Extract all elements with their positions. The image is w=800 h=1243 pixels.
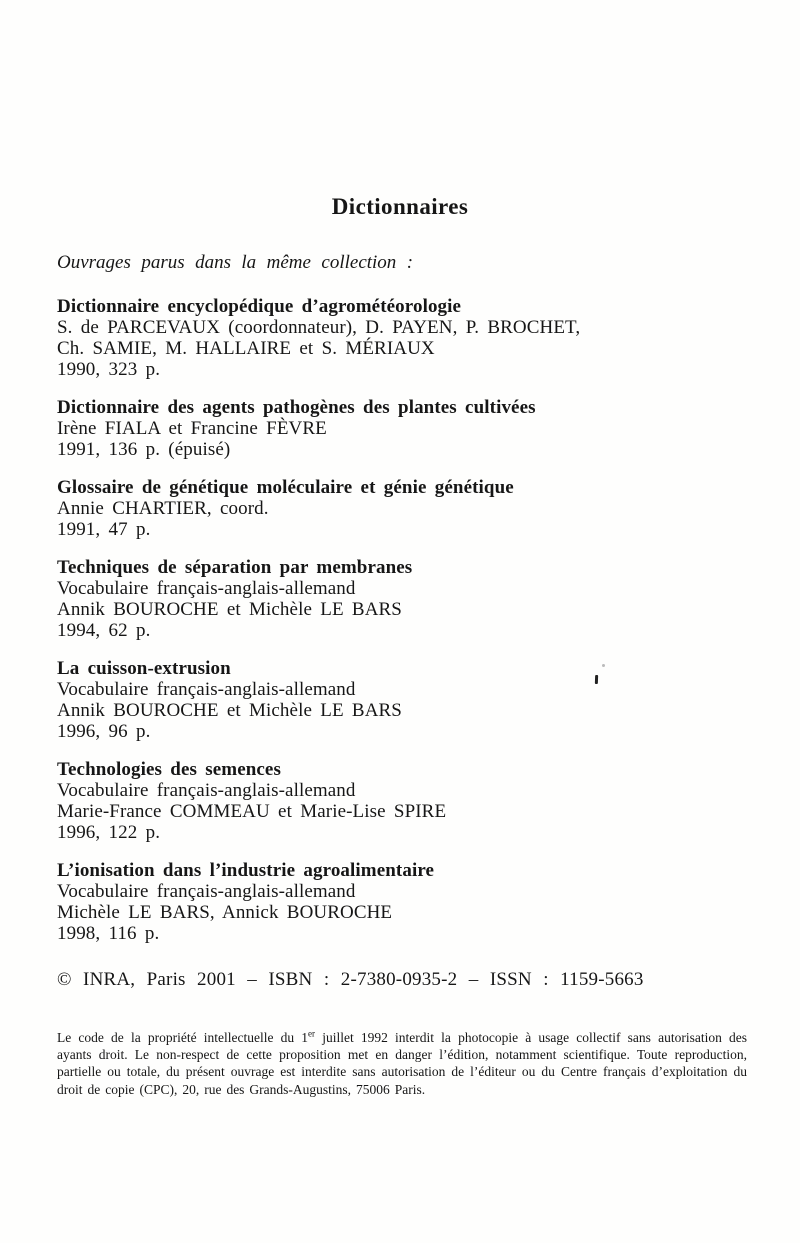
work-entry-line: Michèle LE BARS, Annick BOUROCHE xyxy=(57,902,393,923)
legal-superscript: er xyxy=(308,1028,316,1039)
work-title: Dictionnaire des agents pathogènes des plantes cultivées xyxy=(57,397,536,418)
work-entry xyxy=(57,397,710,460)
work-title: Dictionnaire encyclopédique d’agrométéorologie xyxy=(57,296,462,317)
work-entry-line: Marie-France COMMEAU et Marie-Lise SPIRE xyxy=(57,801,447,822)
work-title: Techniques de séparation par membranes xyxy=(57,557,413,578)
legal-text-part1: Le code de la propriété intellectuelle du 1 xyxy=(57,1030,309,1045)
work-entry xyxy=(57,477,710,540)
work-entry-line: Annik BOUROCHE et Michèle LE BARS xyxy=(57,599,402,620)
work-entry-line: Vocabulaire français-anglais-allemand xyxy=(57,578,356,599)
work-title: Glossaire de génétique moléculaire et génie génétique xyxy=(57,477,514,498)
work-entry-line: 1996, 96 p. xyxy=(57,721,151,742)
work-entry-line: Vocabulaire français-anglais-allemand xyxy=(57,679,356,700)
copyright-line: © INRA, Paris 2001 – ISBN : 2-7380-0935-2 – ISSN : 1159-5663 xyxy=(57,969,644,990)
work-entry-line: 1991, 136 p. (épuisé) xyxy=(57,439,231,460)
work-entry-line: S. de PARCEVAUX (coordonnateur), D. PAYEN, P. BROCHET, xyxy=(57,317,581,338)
work-entry xyxy=(57,759,710,843)
work-entry xyxy=(57,557,710,641)
legal-text-part2: juillet 1992 interdit la photocopie à usage collectif sans autorisation des ayants droit. Le non-respect de cette proposition met en danger l’édition, notamment scientifique. Toute reproduction, partielle ou totale, du présent ouvrage est interdite sans autorisation de l’éditeur ou du Centre français d’exploitation du droit de copie (CPC), 20, rue des Grands-Augustins, 75006 Paris. xyxy=(57,1030,747,1097)
work-entry-line: 1991, 47 p. xyxy=(57,519,151,540)
work-entry-line: 1998, 116 p. xyxy=(57,923,160,944)
work-entry-line: Vocabulaire français-anglais-allemand xyxy=(57,780,356,801)
works-list xyxy=(57,296,710,961)
scan-artifact-dot xyxy=(602,664,605,667)
work-entry-line: 1996, 122 p. xyxy=(57,822,161,843)
work-title: La cuisson-extrusion xyxy=(57,658,231,679)
work-entry xyxy=(57,658,710,742)
work-entry-line: Annik BOUROCHE et Michèle LE BARS xyxy=(57,700,402,721)
scan-artifact-mark xyxy=(595,675,598,684)
work-entry-line: Annie CHARTIER, coord. xyxy=(57,498,269,519)
collection-note: Ouvrages parus dans la même collection : xyxy=(57,252,414,273)
work-entry-line: 1994, 62 p. xyxy=(57,620,151,641)
work-entry-line: Vocabulaire français-anglais-allemand xyxy=(57,881,356,902)
work-entry xyxy=(57,860,710,944)
work-entry xyxy=(57,296,710,380)
work-title: L’ionisation dans l’industrie agroalimentaire xyxy=(57,860,435,881)
work-entry-line: Irène FIALA et Francine FÈVRE xyxy=(57,418,327,439)
work-entry-line: Ch. SAMIE, M. HALLAIRE et S. MÉRIAUX xyxy=(57,338,435,359)
work-entry-line: 1990, 323 p. xyxy=(57,359,161,380)
page-title: Dictionnaires xyxy=(331,194,469,219)
work-title: Technologies des semences xyxy=(57,759,281,780)
legal-notice xyxy=(57,1029,747,1098)
